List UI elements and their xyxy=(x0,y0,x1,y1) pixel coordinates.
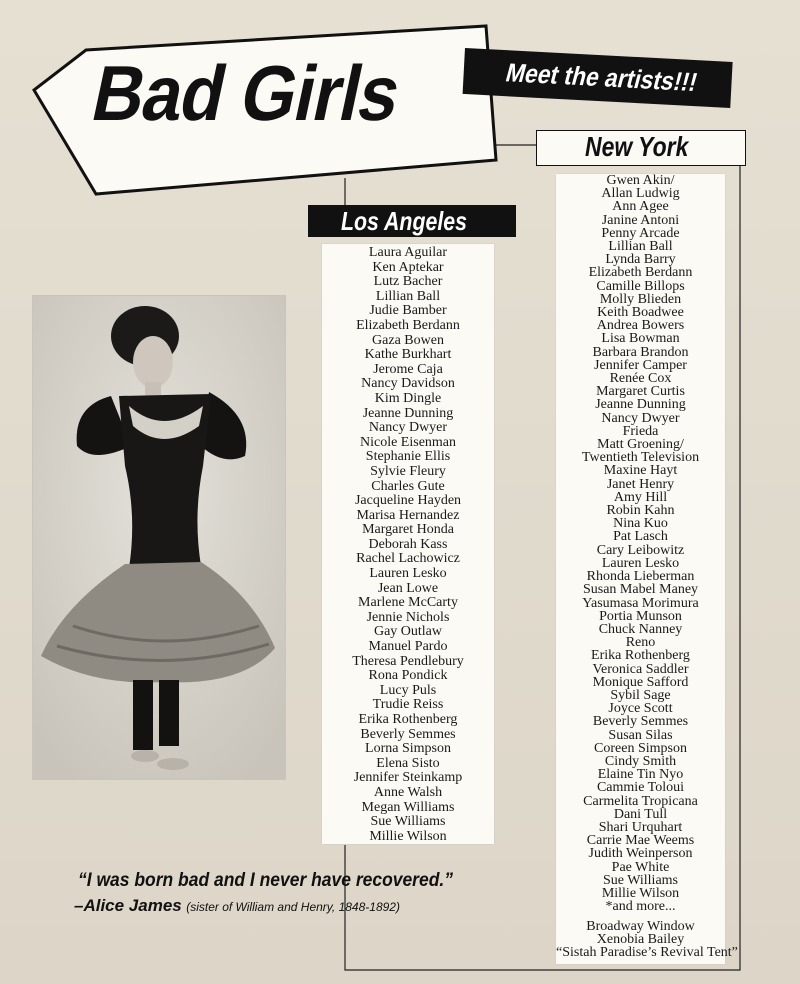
artist-name: Jennie Nichols xyxy=(366,609,450,625)
artist-name: Stephanie Ellis xyxy=(365,449,451,465)
artist-name: Erika Rothenberg xyxy=(358,712,458,727)
artist-name: Ken Aptekar xyxy=(372,259,444,275)
artist-name: Jerome Caja xyxy=(373,361,443,377)
artist-name: Gwen Akin/ xyxy=(606,173,675,188)
artist-name: Marisa Hernandez xyxy=(356,507,460,523)
artist-name: Charles Gute xyxy=(371,478,445,494)
artist-name: Jeanne Dunning xyxy=(362,405,454,421)
artist-name: Lynda Barry xyxy=(605,252,676,268)
artist-name: Amy Hill xyxy=(613,489,668,505)
artist-name: Dani Tull xyxy=(613,806,668,822)
los-angeles-heading: Los Angeles xyxy=(341,206,467,236)
artist-name: Elaine Tin Nyo xyxy=(597,767,684,783)
artist-name: Reno xyxy=(625,635,656,651)
artist-name: Rhonda Lieberman xyxy=(586,569,695,585)
artist-name: Jacqueline Hayden xyxy=(354,493,462,509)
artist-name: Lutz Bacher xyxy=(373,274,443,290)
artist-name: Kathe Burkhart xyxy=(364,347,452,363)
artist-name: Keith Boadwee xyxy=(597,305,684,321)
artist-photo xyxy=(32,295,286,780)
artist-name: Susan Silas xyxy=(608,727,673,743)
artist-name: Chuck Nanney xyxy=(598,621,683,637)
artist-name: Judith Weinperson xyxy=(588,846,693,862)
artist-name: Nancy Dwyer xyxy=(368,420,448,436)
artist-name: Cindy Smith xyxy=(604,753,677,769)
artist-name: Margaret Curtis xyxy=(596,384,685,400)
artist-name: Lillian Ball xyxy=(375,288,441,304)
artist-name: Gay Outlaw xyxy=(373,624,443,640)
artist-name: Anne Walsh xyxy=(373,784,443,800)
artist-name: Camille Billops xyxy=(596,278,685,294)
extra-entry: Broadway Window xyxy=(586,919,695,934)
artist-name: *and more... xyxy=(605,899,676,915)
artist-name: Joyce Scott xyxy=(608,701,673,717)
artist-name: Nancy Dwyer xyxy=(601,410,680,426)
new-york-artist-list xyxy=(556,174,725,913)
artist-name: Shari Urquhart xyxy=(598,819,683,835)
artist-name: Millie Wilson xyxy=(601,885,680,901)
artist-name: Deborah Kass xyxy=(368,536,448,552)
artist-name: Penny Arcade xyxy=(601,225,680,241)
artist-name: Sue Williams xyxy=(370,814,446,830)
artist-name: Kim Dingle xyxy=(374,390,442,406)
artist-name: Ann Agee xyxy=(612,199,669,215)
artist-name: Theresa Pendlebury xyxy=(352,653,464,669)
artist-name: Molly Blieden xyxy=(599,291,682,307)
extra-entry: “Sistah Paradise’s Revival Tent” xyxy=(556,945,738,961)
artist-name: Frieda xyxy=(622,423,659,439)
artist-name: Trudie Reiss xyxy=(372,697,444,713)
artist-name: Jennifer Camper xyxy=(594,357,687,373)
artist-name: Millie Wilson xyxy=(369,828,447,844)
extra-entry: Xenobia Bailey xyxy=(596,932,685,948)
artist-name: Yasumasa Morimura xyxy=(582,595,699,611)
artist-name: Sylvie Fleury xyxy=(370,463,446,479)
artist-name: Nancy Davidson xyxy=(361,376,455,392)
artist-name: Pae White xyxy=(611,859,670,875)
artist-name: Carmelita Tropicana xyxy=(583,793,698,809)
artist-name: Carrie Mae Weems xyxy=(586,833,695,849)
artist-name: Sybil Sage xyxy=(610,687,671,703)
artist-name: Janine Antoni xyxy=(601,212,680,228)
artist-name: Veronica Saddler xyxy=(592,661,689,677)
artist-name: Andrea Bowers xyxy=(596,318,685,334)
artist-name: Barbara Brandon xyxy=(592,344,689,360)
artist-name: Gaza Bowen xyxy=(372,332,444,348)
artist-name: Jean Lowe xyxy=(377,580,439,596)
artist-name: Robin Kahn xyxy=(606,503,675,519)
artist-name: Cary Leibowitz xyxy=(596,542,685,558)
page-title: Bad Girls xyxy=(85,49,408,137)
los-angeles-artist-list xyxy=(322,246,494,844)
artist-name: Elena Sisto xyxy=(376,755,440,771)
artist-name: Twentieth Television xyxy=(581,450,700,466)
artist-name: Nicole Eisenman xyxy=(359,434,457,450)
artist-name: Maxine Hayt xyxy=(603,463,678,479)
artist-name: Sue Williams xyxy=(602,872,678,888)
artist-name: Pat Lasch xyxy=(613,529,668,545)
quote-note: (sister of William and Henry, 1848-1892) xyxy=(186,900,400,914)
artist-name: Manuel Pardo xyxy=(368,639,448,655)
artist-name: Monique Safford xyxy=(592,674,689,690)
artist-name: Megan Williams xyxy=(361,799,455,815)
quote-author: –Alice James xyxy=(74,896,182,915)
artist-name: Rona Pondick xyxy=(368,668,448,684)
artist-name: Laura Aguilar xyxy=(368,245,448,260)
new-york-heading-box xyxy=(536,130,746,166)
woman-in-dress-image xyxy=(33,296,285,779)
artist-name: Erika Rothenberg xyxy=(591,648,690,664)
artist-name: Matt Groening/ xyxy=(597,437,684,453)
new-york-extras-list xyxy=(556,919,738,961)
artist-name: Lauren Lesko xyxy=(369,566,447,582)
artist-name: Elizabeth Berdann xyxy=(356,317,460,333)
artist-name: Lillian Ball xyxy=(608,239,673,255)
artist-name: Portia Munson xyxy=(599,608,682,624)
artist-name: Lisa Bowman xyxy=(601,331,680,347)
new-york-heading: New York xyxy=(585,131,689,162)
los-angeles-heading-box xyxy=(308,205,516,237)
tagline: Meet the artists!!! xyxy=(502,57,702,98)
new-york-column xyxy=(556,173,738,964)
artist-name: Elizabeth Berdann xyxy=(588,265,693,281)
artist-name: Beverly Semmes xyxy=(360,726,456,742)
artist-name: Lorna Simpson xyxy=(365,741,451,757)
artist-name: Renée Cox xyxy=(609,371,672,387)
artist-name: Janet Henry xyxy=(606,476,675,492)
artist-name: Lucy Puls xyxy=(379,682,437,698)
artist-name: Nina Kuo xyxy=(613,516,668,532)
artist-name: Beverly Semmes xyxy=(592,714,689,730)
artist-name: Susan Mabel Maney xyxy=(582,582,699,598)
quote-text: “I was born bad and I never have recovered.” xyxy=(78,870,453,891)
artist-name: Rachel Lachowicz xyxy=(356,551,460,567)
artist-name: Marlene McCarty xyxy=(358,595,458,611)
artist-name: Jeanne Dunning xyxy=(595,397,686,413)
artist-name: Jennifer Steinkamp xyxy=(353,770,463,786)
los-angeles-column xyxy=(322,244,494,844)
artist-name: Coreen Simpson xyxy=(594,740,687,756)
artist-name: Lauren Lesko xyxy=(601,555,680,571)
artist-name: Judie Bamber xyxy=(369,303,447,319)
artist-name: Allan Ludwig xyxy=(601,186,680,202)
quote-attribution xyxy=(74,896,400,916)
artist-name: Margaret Honda xyxy=(362,522,454,538)
artist-name: Cammie Toloui xyxy=(596,780,685,796)
